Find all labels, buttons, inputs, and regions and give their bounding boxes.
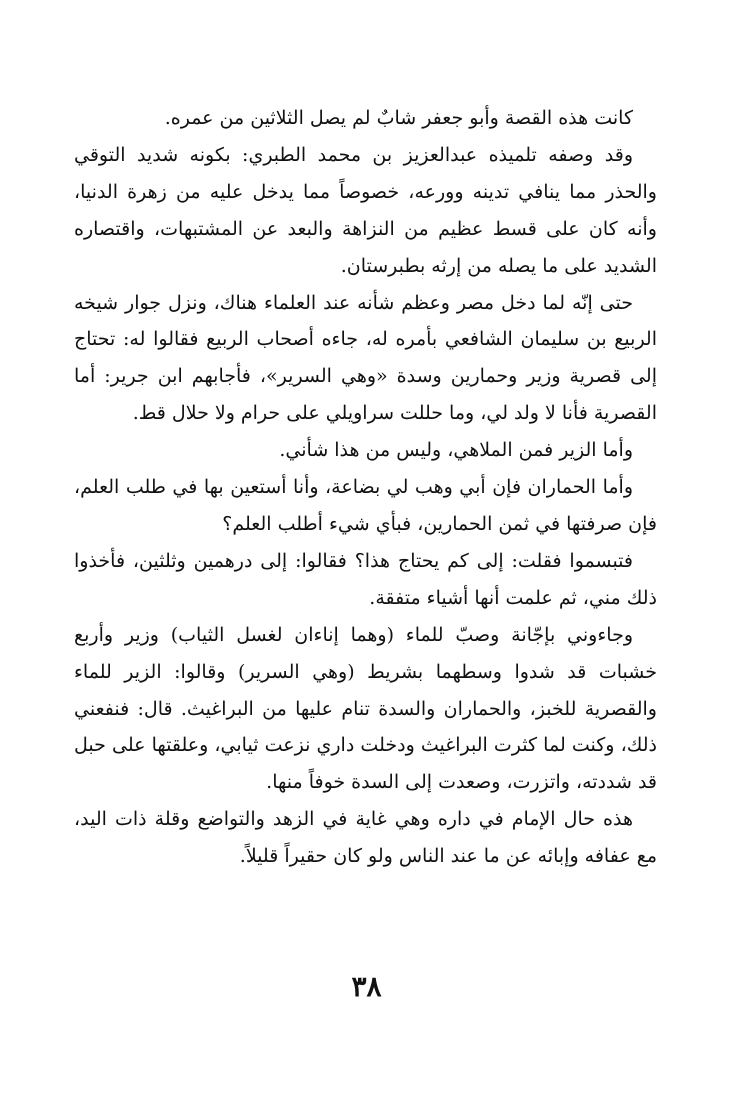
paragraph-1: كانت هذه القصة وأبو جعفر شابٌ لم يصل الثلاثين من عمره. (164, 107, 633, 129)
paragraph-8: هذه حال الإمام في داره وهي غاية في الزهد والتواضع وقلة ذات اليد، مع عفافه وإبائه عن ما عند الناس ولو كان حقيراً قليلاً. (74, 808, 657, 868)
paragraph-7: وجاءوني بإجّانة وصبّ للماء (وهما إناءان لغسل الثياب) وزير وأربع خشبات قد شدوا وسطهما بشريط (وهي السرير) وقالوا: الزير للماء والقصرية للخبز، والحماران والسدة تنام عليها من البراغيث. قال: فنفعني ذلك، وكنت لما كثرت البراغيث ودخلت داري نزعت ثيابي، وعلقتها على حبل قد شددته، واتزرت، وصعدت إلى السدة خوفاً منها. (74, 623, 657, 794)
paragraph-4: وأما الزير فمن الملاهي، وليس من هذا شأني. (279, 439, 633, 462)
paragraph-5: وأما الحماران فإن أبي وهب لي بضاعة، وأنا أستعين بها في طلب العلم، فإن صرفتها في ثمن الحمارين، فبأي شيء أطلب العلم؟ (74, 476, 657, 535)
paragraph-3: حتى إنّه لما دخل مصر وعظم شأنه عند العلماء هناك، ونزل جوار شيخه الربيع بن سليمان الشافعي بأمره له، جاءه أصحاب الربيع فقالوا له: تحتاج إلى قصرية وزير وحمارين وسدة «وهي السرير»، فأجابهم ابن جرير: أما القصرية فأنا لا ولد لي، وما حللت سراويلي على حرام ولا حلال قط. (74, 291, 657, 425)
page-number: ٣٨ (351, 970, 382, 1003)
body-text (74, 100, 657, 875)
paragraph-2: وقد وصفه تلميذه عبدالعزيز بن محمد الطبري: بكونه شديد التوقي والحذر مما ينافي تدينه وورعه، خصوصاً مما يدخل عليه من زهرة الدنيا، وأنه كان على قسط عظيم من النزاهة والبعد عن المشتبهات، واقتصاره الشديد على ما يصله من إرثه بطبرستان. (74, 143, 657, 277)
paragraph-6: فتبسموا فقلت: إلى كم يحتاج هذا؟ فقالوا: إلى درهمين وثلثين، فأخذوا ذلك مني، ثم علمت أنها أشياء متفقة. (74, 549, 657, 609)
